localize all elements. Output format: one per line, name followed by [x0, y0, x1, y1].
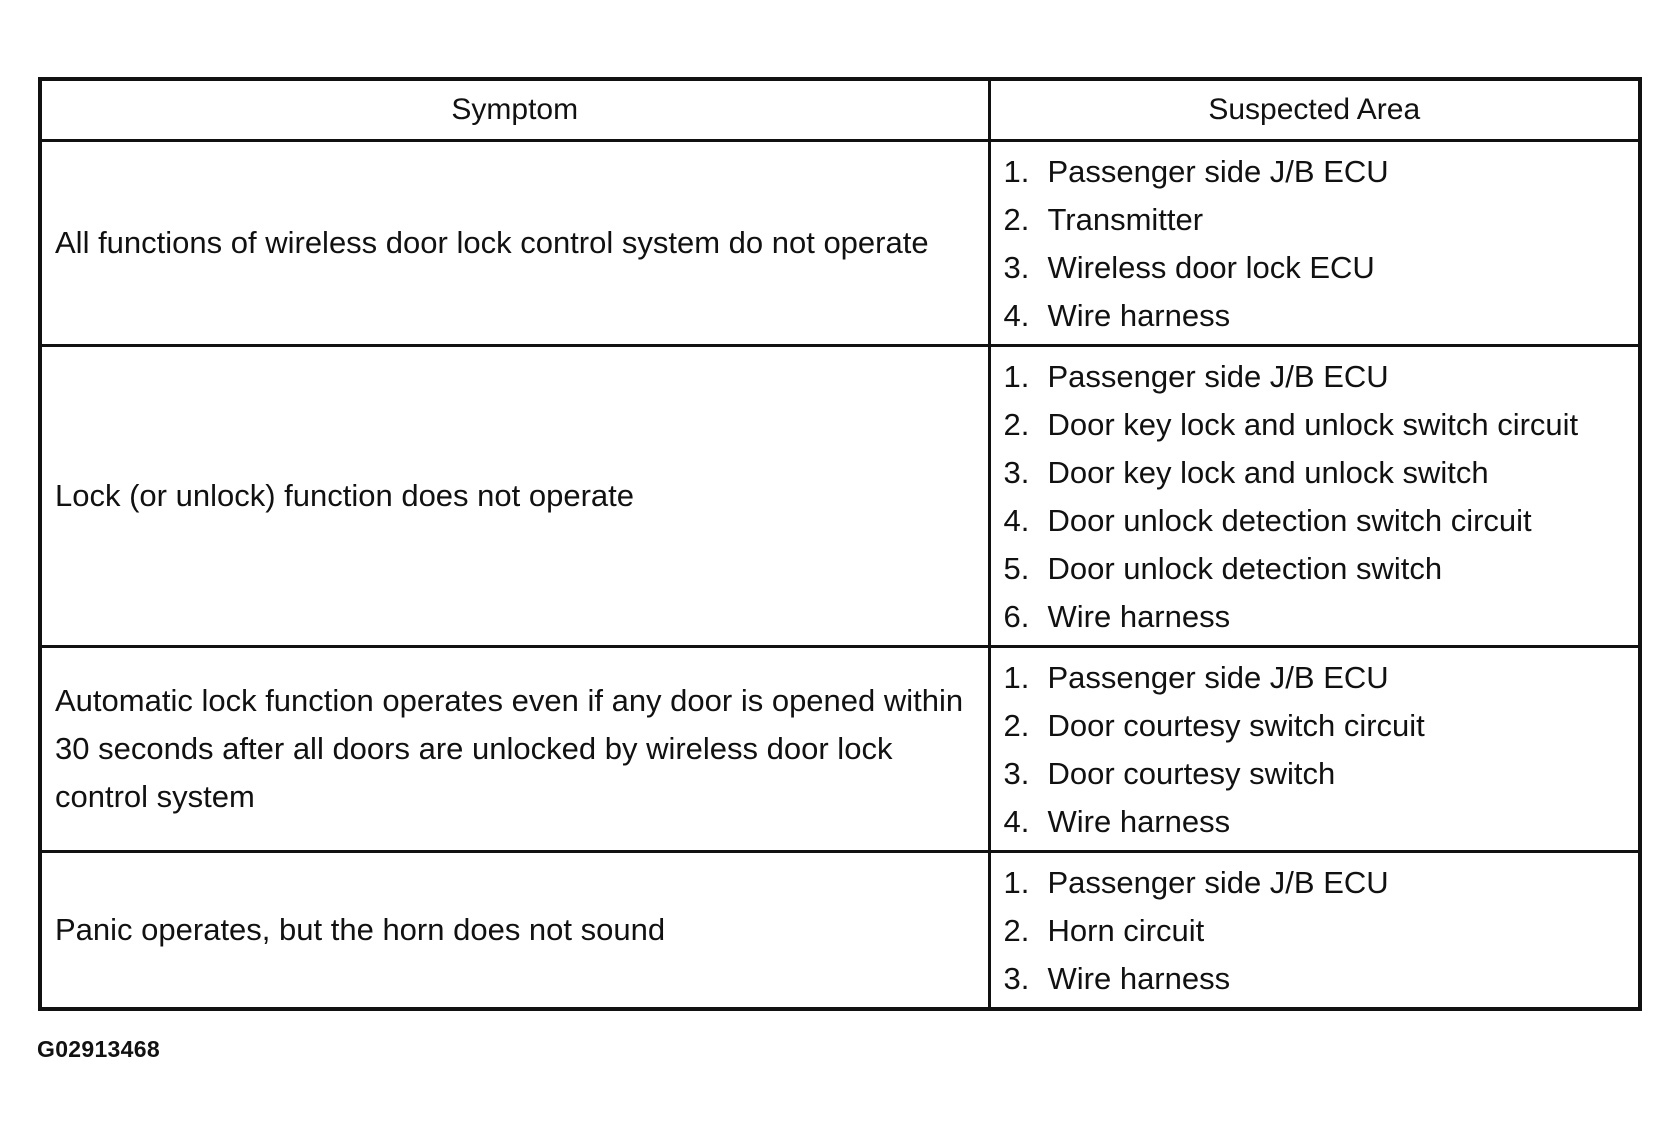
troubleshooting-table-container	[38, 77, 1638, 1011]
list-item	[1004, 497, 1629, 545]
item-number: 4.	[1003, 503, 1030, 538]
symptom-cell: All functions of wireless door lock control system do not operate	[40, 141, 989, 346]
item-number: 1.	[1003, 154, 1030, 189]
item-number: 1.	[1003, 660, 1030, 695]
item-number: 3.	[1003, 455, 1030, 490]
table-header-row	[40, 79, 1640, 141]
item-text: Horn circuit	[1047, 913, 1205, 948]
item-text: Door courtesy switch	[1047, 756, 1336, 791]
item-number: 2.	[1003, 202, 1030, 237]
item-number: 2.	[1003, 708, 1030, 743]
item-text: Wire harness	[1047, 804, 1231, 839]
table-row	[40, 852, 1640, 1010]
item-text: Passenger side J/B ECU	[1047, 359, 1389, 394]
symptom-column-header: Symptom	[40, 79, 989, 141]
suspected-area-column-header: Suspected Area	[989, 79, 1640, 141]
list-item	[1004, 244, 1629, 292]
item-text: Door courtesy switch circuit	[1047, 708, 1425, 743]
list-item	[1004, 449, 1629, 497]
suspected-area-cell	[989, 346, 1640, 647]
item-text: Wire harness	[1047, 298, 1231, 333]
item-text: Passenger side J/B ECU	[1047, 660, 1389, 695]
item-number: 3.	[1003, 756, 1030, 791]
item-text: Door unlock detection switch	[1047, 551, 1443, 586]
item-number: 2.	[1003, 913, 1030, 948]
suspected-area-cell	[989, 141, 1640, 346]
table-row	[40, 141, 1640, 346]
item-number: 1.	[1003, 359, 1030, 394]
list-item	[1004, 401, 1629, 449]
item-number: 4.	[1003, 804, 1030, 839]
item-text: Wireless door lock ECU	[1047, 250, 1375, 285]
troubleshooting-table	[38, 77, 1642, 1011]
suspected-area-cell	[989, 647, 1640, 852]
list-item	[1004, 798, 1629, 846]
list-item	[1004, 955, 1629, 1003]
item-text: Passenger side J/B ECU	[1047, 154, 1389, 189]
list-item	[1004, 196, 1629, 244]
item-text: Door key lock and unlock switch circuit	[1047, 407, 1579, 442]
suspected-area-list	[1004, 148, 1629, 340]
item-number: 5.	[1003, 551, 1030, 586]
list-item	[1004, 654, 1629, 702]
item-number: 4.	[1003, 298, 1030, 333]
item-text: Wire harness	[1047, 961, 1231, 996]
item-text: Door key lock and unlock switch	[1047, 455, 1489, 490]
suspected-area-cell	[989, 852, 1640, 1010]
list-item	[1004, 148, 1629, 196]
item-text: Door unlock detection switch circuit	[1047, 503, 1532, 538]
item-number: 3.	[1003, 961, 1030, 996]
symptom-cell: Panic operates, but the horn does not sound	[40, 852, 989, 1010]
figure-code: G02913468	[37, 1036, 160, 1062]
list-item	[1004, 859, 1629, 907]
suspected-area-list	[1004, 353, 1629, 641]
list-item	[1004, 292, 1629, 340]
table-row	[40, 647, 1640, 852]
symptom-cell: Lock (or unlock) function does not operate	[40, 346, 989, 647]
list-item	[1004, 353, 1629, 401]
item-number: 2.	[1003, 407, 1030, 442]
list-item	[1004, 907, 1629, 955]
suspected-area-list	[1004, 654, 1629, 846]
item-text: Passenger side J/B ECU	[1047, 865, 1389, 900]
list-item	[1004, 750, 1629, 798]
list-item	[1004, 702, 1629, 750]
item-number: 1.	[1003, 865, 1030, 900]
suspected-area-list	[1004, 859, 1629, 1003]
list-item	[1004, 593, 1629, 641]
item-text: Transmitter	[1047, 202, 1204, 237]
symptom-cell: Automatic lock function operates even if any door is opened within 30 seconds after all doors are unlocked by wireless door lock control system	[40, 647, 989, 852]
table-row	[40, 346, 1640, 647]
item-number: 3.	[1003, 250, 1030, 285]
item-number: 6.	[1003, 599, 1030, 634]
list-item	[1004, 545, 1629, 593]
item-text: Wire harness	[1047, 599, 1231, 634]
